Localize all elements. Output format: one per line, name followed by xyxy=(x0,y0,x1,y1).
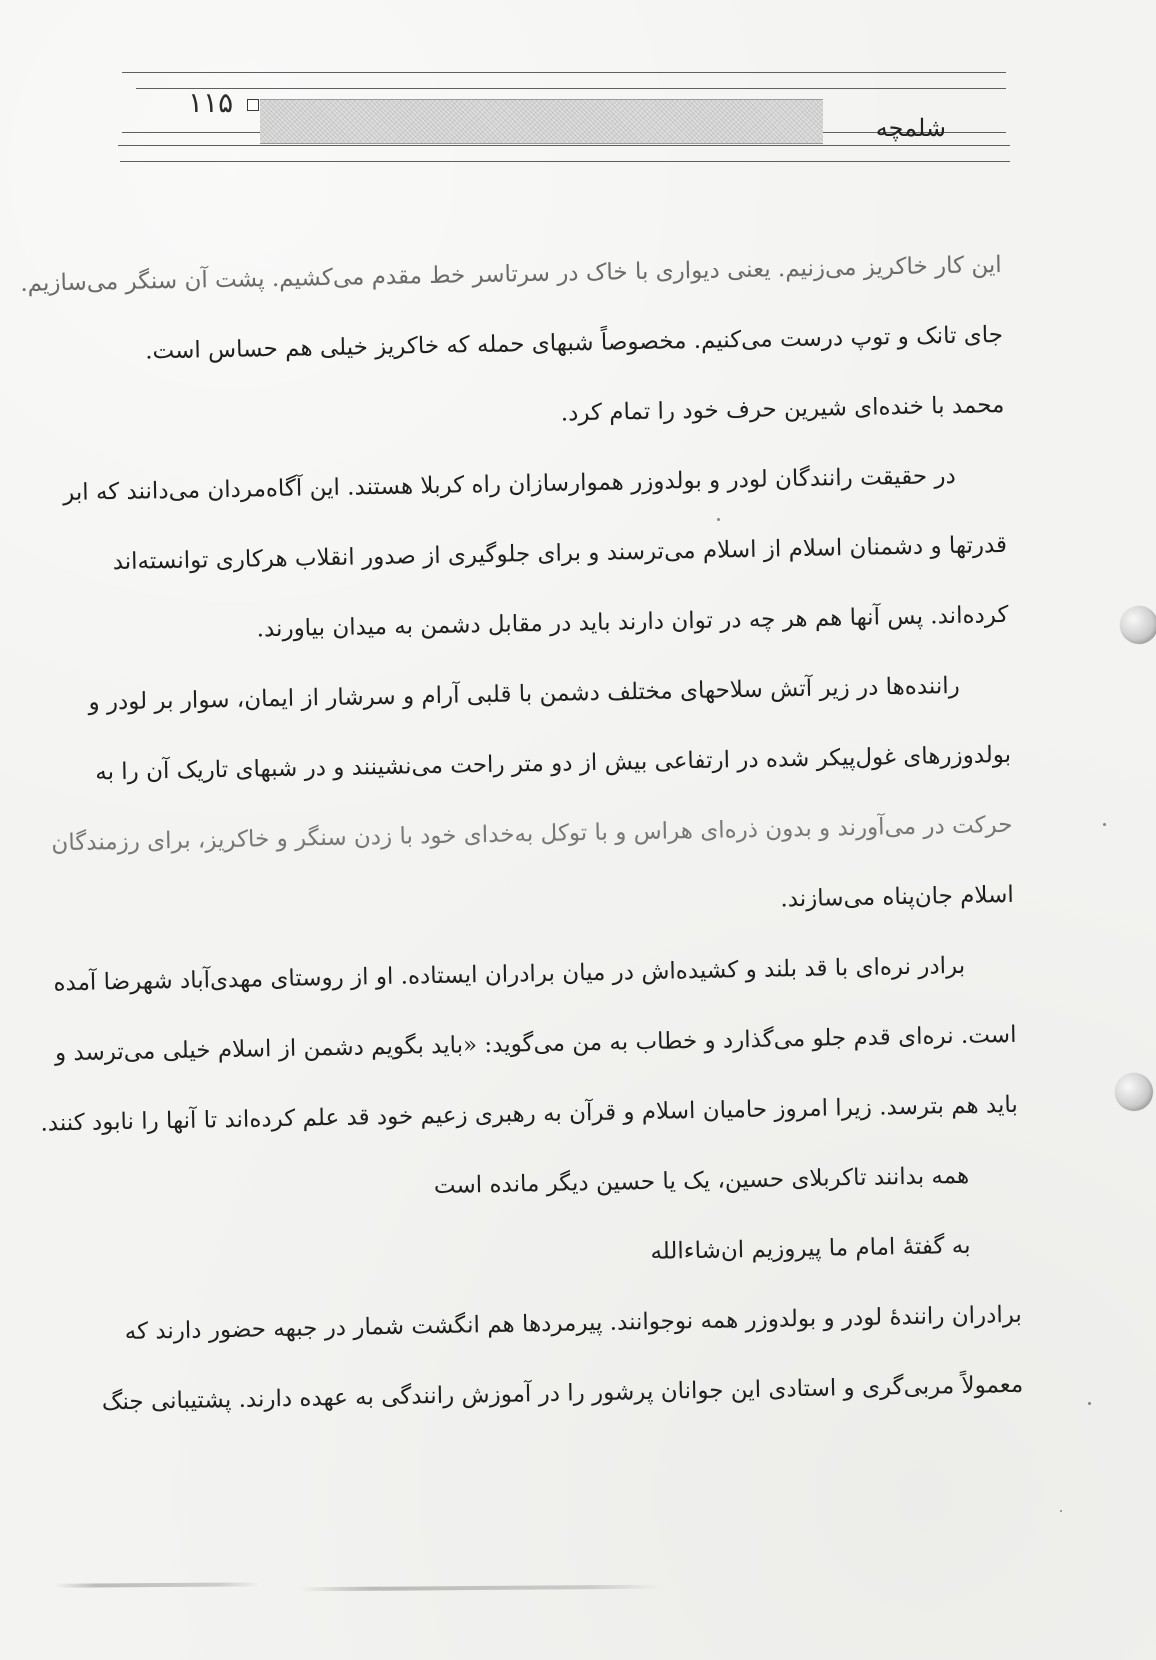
page-number: ۱۱۵ xyxy=(188,86,234,119)
body-line-14: همه بدانند تاکربلای حسین، یک یا حسین دیگر مانده است xyxy=(433,1162,970,1200)
body-line-3: محمد با خنده‌ای شیرین حرف خود را تمام کرد. xyxy=(560,391,1005,427)
body-line-1: این کار خاکریز می‌زنیم. یعنی دیواری با خاک در سرتاسر خط مقدم می‌کشیم. پشت آن سنگر می‌سازیم. xyxy=(20,251,1002,297)
body-line-11: برادر نره‌ای با قد بلند و کشیده‌اش در میان برادران ایستاده. او از روستای مهدی‌آباد شهرضا آمده xyxy=(53,952,966,997)
bottom-scan-mark xyxy=(300,1585,660,1592)
body-line-17: معمولاً مربی‌گری و استادی این جوانان پرشور را در آموزش رانندگی به عهده دارند. پشتیبانی جنگ xyxy=(101,1371,1024,1416)
body-line-10: اسلام جان‌پناه می‌سازند. xyxy=(780,881,1015,913)
body-line-2: جای تانک و توپ درست می‌کنیم. مخصوصاً شبهای حمله که خاکریز خیلی هم حساس است. xyxy=(144,321,1004,365)
body-line-7: راننده‌ها در زیر آتش سلاحهای مختلف دشمن با قلبی آرام و سرشار از ایمان، سوار بر لودر و xyxy=(88,672,960,716)
body-line-8: بولدوزرهای غول‌پیکر شده در ارتفاعی بیش از دو متر راحت می‌نشینند و در شبهای تاریک آن را به xyxy=(94,741,1012,786)
scan-speck xyxy=(717,518,720,521)
body-text xyxy=(20,230,1024,1437)
punch-hole-upper xyxy=(1120,606,1156,644)
chapter-title: شلمچه xyxy=(875,114,946,142)
square-icon xyxy=(247,99,259,111)
body-line-6: کرده‌اند. پس آنها هم هر چه در توان دارند باید در مقابل دشمن به میدان بیاورند. xyxy=(256,601,1009,643)
scan-speck xyxy=(1088,1402,1091,1405)
scan-speck xyxy=(1060,1510,1062,1512)
scan-speck xyxy=(1103,823,1106,826)
body-line-12: است. نره‌ای قدم جلو می‌گذارد و خطاب به من می‌گوید: «باید بگویم دشمن از اسلام خیلی می‌ترسد و xyxy=(54,1021,1017,1067)
header-rule-base xyxy=(120,161,1010,162)
bottom-scan-mark xyxy=(55,1582,260,1587)
body-line-16: برادران رانندهٔ لودر و بولدوزر همه نوجوانند. پیرمردها هم انگشت شمار در جبهه حضور دارند که xyxy=(124,1301,1023,1346)
punch-hole-lower xyxy=(1115,1073,1153,1111)
header-rule-bottom xyxy=(118,145,1010,146)
header-rule-secondary xyxy=(136,88,1006,89)
body-line-13: باید هم بترسد. زیرا امروز حامیان اسلام و قرآن به رهبری زعیم خود قد علم کرده‌اند تا آنها را نابود کنند. xyxy=(40,1091,1019,1137)
body-line-5: قدرتها و دشمنان اسلام از اسلام می‌ترسند و برای جلوگیری از صدور انقلاب هرکاری توانسته‌اند xyxy=(112,531,1008,576)
body-line-15: به گفتهٔ امام ما پیروزیم ان‌شاءالله xyxy=(650,1232,971,1265)
header-rule-top xyxy=(122,72,1006,73)
body-line-9: حرکت در می‌آورند و بدون ذره‌ای هراس و با توکل به‌خدای خود با زدن سنگر و خاکریز، برای رزمندگان xyxy=(51,811,1013,857)
header-pattern-band xyxy=(260,99,823,144)
body-line-4: در حقیقت رانندگان لودر و بولدوزر هموارسازان راه کربلا هستند. این آگاه‌مردان می‌دانند که ابر xyxy=(62,462,956,507)
